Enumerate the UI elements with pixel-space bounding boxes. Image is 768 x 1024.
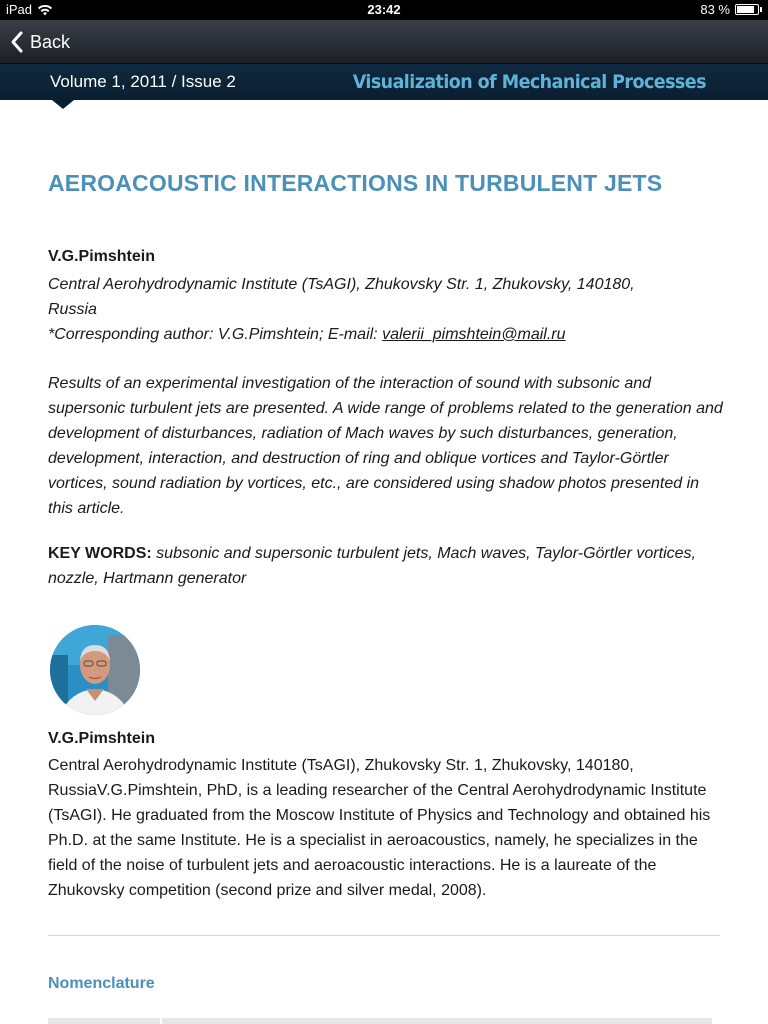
- battery-icon: [735, 4, 759, 15]
- battery-tip: [760, 7, 762, 12]
- keywords-label: KEY WORDS:: [48, 545, 152, 562]
- section-divider: [48, 935, 720, 936]
- back-button[interactable]: [8, 29, 70, 55]
- bio-text: Central Aerohydrodynamic Institute (TsAGI), Zhukovsky Str. 1, Zhukovsky, 140180, RussiaV.G.Pimshtein, PhD, is a leading researcher of the Central Aerohydrodynamic Institute (TsAGI). He graduated from the Moscow Institute of Physics and Technology and obtained his Ph.D. at the same Institute. He is a specialist in aeroacoustics, namely, he specializes in the field of the noise of turbulent jets and aeroacoustic interactions. He is a laureate of the Zhukovsky competition (second prize and silver medal, 2008).: [48, 757, 711, 899]
- issue-label: Volume 1, 2011 / Issue 2: [50, 72, 236, 91]
- author-name: V.G.Pimshtein: [48, 248, 155, 265]
- abstract: Results of an experimental investigation of the interaction of sound with subsonic and supersonic turbulent jets are presented. A wide range of problems related to the generation and development of disturbances, radiation of Mach waves by such disturbances, generation, development, interaction, and destruction of ring and oblique vortices and Taylor-Görtler vortices, sound radiation by vortices, etc., are considered using shadow photos presented in this article.: [48, 375, 723, 517]
- status-bar: [0, 0, 768, 20]
- status-time: 23:42: [367, 2, 401, 17]
- issue-pointer: [52, 100, 74, 109]
- article-title: AEROACOUSTIC INTERACTIONS IN TURBULENT JETS: [48, 170, 663, 196]
- status-right: [700, 2, 762, 17]
- device-name: iPad: [6, 2, 33, 17]
- issue-header: [0, 64, 768, 100]
- corresponding-prefix: *Corresponding author: V.G.Pimshtein; E-mail:: [48, 326, 383, 343]
- email-link[interactable]: valerii_pimshtein@mail.ru: [382, 326, 566, 343]
- bio-name: V.G.Pimshtein: [48, 730, 155, 747]
- nomenclature-table-column-divider: [160, 1018, 162, 1024]
- journal-title: Visualization of Mechanical Processes: [352, 71, 706, 93]
- author-avatar: [50, 625, 140, 715]
- battery-percentage: 83 %: [700, 2, 730, 17]
- nomenclature-heading: Nomenclature: [48, 975, 155, 992]
- affiliation-line-1: Central Aerohydrodynamic Institute (TsAGI), Zhukovsky Str. 1, Zhukovsky, 140180,: [48, 276, 635, 293]
- nomenclature-table: [48, 1018, 712, 1024]
- keywords: [48, 541, 728, 591]
- author-photo: [50, 625, 140, 715]
- battery-level: [737, 6, 754, 13]
- author-affiliation: [48, 272, 728, 347]
- keywords-text: subsonic and supersonic turbulent jets, Mach waves, Taylor-Görtler vortices, nozzle, Hartmann generator: [48, 545, 696, 587]
- corresponding-author: [48, 322, 728, 347]
- navigation-bar: [0, 20, 768, 64]
- affiliation-line-2: Russia: [48, 301, 97, 318]
- back-label: Back: [30, 31, 71, 52]
- chevron-left-icon: [8, 29, 30, 55]
